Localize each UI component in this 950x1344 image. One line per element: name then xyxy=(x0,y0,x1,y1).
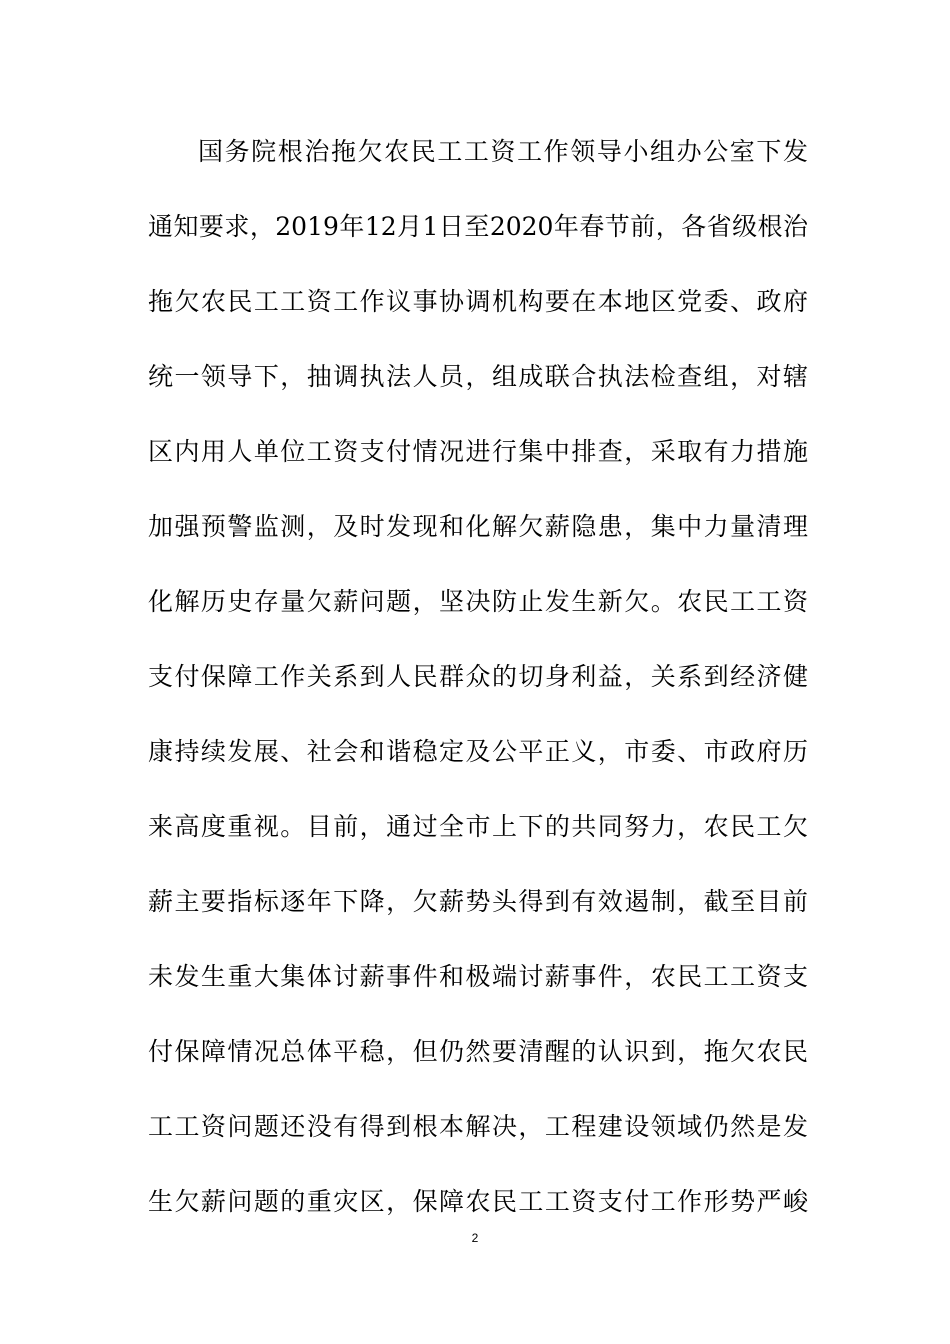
paragraph-line: 工工资问题还没有得到根本解决，工程建设领域仍然是发 xyxy=(148,1112,808,1141)
paragraph-line: 统一领导下，抽调执法人员，组成联合执法检查组，对辖 xyxy=(148,362,808,391)
paragraph-line: 拖欠农民工工资工作议事协调机构要在本地区党委、政府 xyxy=(148,287,808,316)
paragraph-line: 通知要求，2019年12月1日至2020年春节前，各省级根治 xyxy=(148,212,808,241)
paragraph-line: 加强预警监测，及时发现和化解欠薪隐患，集中力量清理 xyxy=(148,512,808,541)
paragraph-line: 付保障情况总体平稳，但仍然要清醒的认识到，拖欠农民 xyxy=(148,1037,808,1066)
paragraph-line: 康持续发展、社会和谐稳定及公平正义，市委、市政府历 xyxy=(148,737,808,766)
paragraph-line: 未发生重大集体讨薪事件和极端讨薪事件，农民工工资支 xyxy=(148,962,808,991)
paragraph-line: 来高度重视。目前，通过全市上下的共同努力，农民工欠 xyxy=(148,812,808,841)
paragraph-line: 国务院根治拖欠农民工工资工作领导小组办公室下发 xyxy=(198,137,808,166)
paragraph-line: 生欠薪问题的重灾区，保障农民工工资支付工作形势严峻 xyxy=(148,1187,808,1216)
page-number: 2 xyxy=(471,1231,479,1245)
paragraph-line: 化解历史存量欠薪问题，坚决防止发生新欠。农民工工资 xyxy=(148,587,808,616)
paragraph-line: 支付保障工作关系到人民群众的切身利益，关系到经济健 xyxy=(148,662,808,691)
paragraph-line: 薪主要指标逐年下降，欠薪势头得到有效遏制，截至目前 xyxy=(148,887,808,916)
paragraph-line: 区内用人单位工资支付情况进行集中排查，采取有力措施 xyxy=(148,437,808,466)
